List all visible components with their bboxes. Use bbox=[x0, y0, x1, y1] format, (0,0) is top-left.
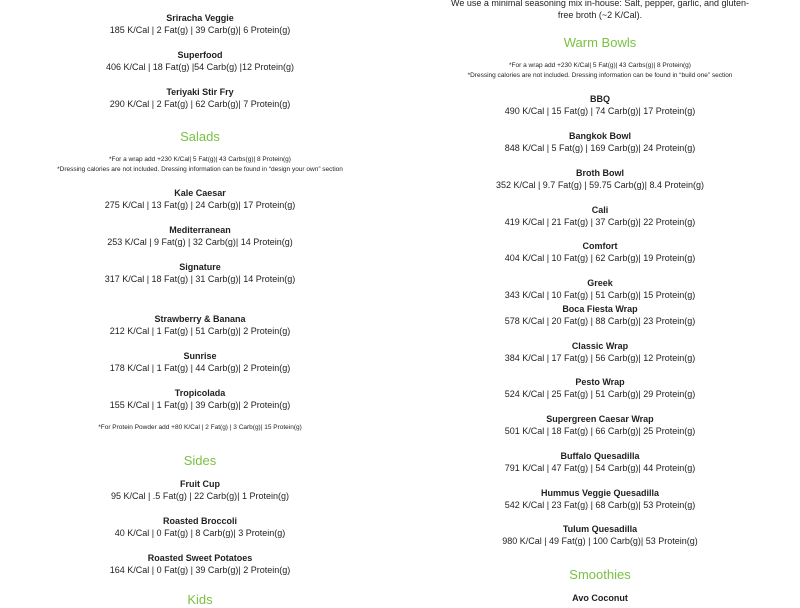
item-nutrition: 178 K/Cal | 1 Fat(g) | 44 Carb(g)| 2 Protein(g) bbox=[109, 363, 291, 373]
item-nutrition: 290 K/Cal | 2 Fat(g) | 62 Carb(g)| 7 Protein(g) bbox=[109, 99, 291, 109]
dressing-note: *Dressing calories are not included. Dressing information can be found in “build one” section bbox=[467, 72, 733, 79]
item-name: Kale Caesar bbox=[174, 188, 226, 198]
item-name: Pesto Wrap bbox=[575, 377, 625, 387]
item-name: Fruit Cup bbox=[180, 479, 220, 489]
wrap-note: *For a wrap add +230 K/Cal| 5 Fat(g)| 43 Carbs(g)| 8 Protein(g) bbox=[509, 62, 691, 69]
item-name: Mediterranean bbox=[169, 225, 231, 235]
item-name: Classic Wrap bbox=[571, 341, 629, 351]
item-nutrition: 164 K/Cal | 0 Fat(g) | 39 Carb(g)| 2 Protein(g) bbox=[109, 565, 291, 575]
item-nutrition: 501 K/Cal | 18 Fat(g) | 66 Carb(g)| 25 Protein(g) bbox=[504, 426, 696, 436]
seasoning-note: We use a minimal seasoning mix in-house: Salt, pepper, garlic, and gluten-free broth (~2 K/Cal). bbox=[451, 0, 749, 20]
item-nutrition: 275 K/Cal | 13 Fat(g) | 24 Carb(g)| 17 Protein(g) bbox=[104, 200, 296, 210]
item-name: Supergreen Caesar Wrap bbox=[546, 414, 654, 424]
item-nutrition: 185 K/Cal | 2 Fat(g) | 39 Carb(g)| 6 Protein(g) bbox=[109, 25, 291, 35]
item-name: BBQ bbox=[590, 94, 610, 104]
item-nutrition: 40 K/Cal | 0 Fat(g) | 8 Carb(g)| 3 Protein(g) bbox=[114, 528, 286, 538]
wrap-note: *For a wrap add +230 K/Cal| 5 Fat(g)| 43 Carbs(g)| 8 Protein(g) bbox=[109, 156, 291, 163]
item-name: Teriyaki Stir Fry bbox=[166, 87, 234, 97]
item-nutrition: 155 K/Cal | 1 Fat(g) | 39 Carb(g)| 2 Protein(g) bbox=[109, 400, 291, 410]
section-heading-salads: Salads bbox=[180, 129, 220, 144]
protein-powder-note: *For Protein Powder add +80 K/Cal | 2 Fat(g) | 3 Carb(g)| 15 Protein(g) bbox=[98, 424, 302, 431]
item-nutrition: 524 K/Cal | 25 Fat(g) | 51 Carb(g)| 29 Protein(g) bbox=[504, 389, 696, 399]
section-heading-warm-bowls: Warm Bowls bbox=[563, 35, 637, 50]
item-nutrition: 542 K/Cal | 23 Fat(g) | 68 Carb(g)| 53 Protein(g) bbox=[504, 500, 696, 510]
item-name: Greek bbox=[587, 278, 613, 288]
item-name: Superfood bbox=[177, 50, 223, 60]
item-nutrition: 253 K/Cal | 9 Fat(g) | 32 Carb(g)| 14 Protein(g) bbox=[107, 237, 293, 247]
section-heading-kids: Kids bbox=[187, 592, 213, 607]
item-name: Sunrise bbox=[183, 351, 217, 361]
item-nutrition: 95 K/Cal | .5 Fat(g) | 22 Carb(g)| 1 Protein(g) bbox=[110, 491, 290, 501]
item-name: Hummus Veggie Quesadilla bbox=[540, 488, 660, 498]
item-name: Tropicolada bbox=[174, 388, 226, 398]
item-nutrition: 343 K/Cal | 10 Fat(g) | 51 Carb(g)| 15 Protein(g) bbox=[504, 290, 696, 300]
item-name: Comfort bbox=[582, 241, 618, 251]
item-nutrition: 352 K/Cal | 9.7 Fat(g) | 59.75 Carb(g)| 8.4 Protein(g) bbox=[495, 180, 705, 190]
item-nutrition: 384 K/Cal | 17 Fat(g) | 56 Carb(g)| 12 Protein(g) bbox=[504, 353, 696, 363]
item-name: Sriracha Veggie bbox=[166, 13, 234, 23]
item-name: Strawberry & Banana bbox=[154, 314, 246, 324]
item-nutrition: 404 K/Cal | 10 Fat(g) | 62 Carb(g)| 19 Protein(g) bbox=[504, 253, 696, 263]
item-name: Buffalo Quesadilla bbox=[560, 451, 640, 461]
item-name: Avo Coconut bbox=[572, 593, 628, 603]
item-name: Tulum Quesadilla bbox=[562, 524, 638, 534]
item-name: Roasted Sweet Potatoes bbox=[147, 553, 253, 563]
item-nutrition: 406 K/Cal | 18 Fat(g) |54 Carb(g) |12 Protein(g) bbox=[105, 62, 295, 72]
item-name: Bangkok Bowl bbox=[568, 131, 631, 141]
item-nutrition: 980 K/Cal | 49 Fat(g) | 100 Carb(g)| 53 Protein(g) bbox=[502, 536, 698, 546]
item-nutrition: 791 K/Cal | 47 Fat(g) | 54 Carb(g)| 44 Protein(g) bbox=[504, 463, 696, 473]
item-nutrition: 848 K/Cal | 5 Fat(g) | 169 Carb(g)| 24 Protein(g) bbox=[504, 143, 696, 153]
item-nutrition: 490 K/Cal | 15 Fat(g) | 74 Carb(g)| 17 Protein(g) bbox=[504, 106, 696, 116]
item-nutrition: 212 K/Cal | 1 Fat(g) | 51 Carb(g)| 2 Protein(g) bbox=[109, 326, 291, 336]
item-name: Signature bbox=[179, 262, 221, 272]
item-nutrition: 419 K/Cal | 21 Fat(g) | 37 Carb(g)| 22 Protein(g) bbox=[504, 217, 696, 227]
item-nutrition: 578 K/Cal | 20 Fat(g) | 88 Carb(g)| 23 Protein(g) bbox=[504, 316, 696, 326]
section-heading-sides: Sides bbox=[183, 453, 217, 468]
item-name: Broth Bowl bbox=[576, 168, 624, 178]
item-nutrition: 317 K/Cal | 18 Fat(g) | 31 Carb(g)| 14 Protein(g) bbox=[104, 274, 296, 284]
item-name: Roasted Broccoli bbox=[162, 516, 238, 526]
item-name: Boca Fiesta Wrap bbox=[562, 304, 638, 314]
dressing-note: *Dressing calories are not included. Dressing information can be found in “design your own” section bbox=[57, 166, 343, 173]
section-heading-smoothies: Smoothies bbox=[569, 567, 631, 582]
item-name: Cali bbox=[591, 205, 609, 215]
